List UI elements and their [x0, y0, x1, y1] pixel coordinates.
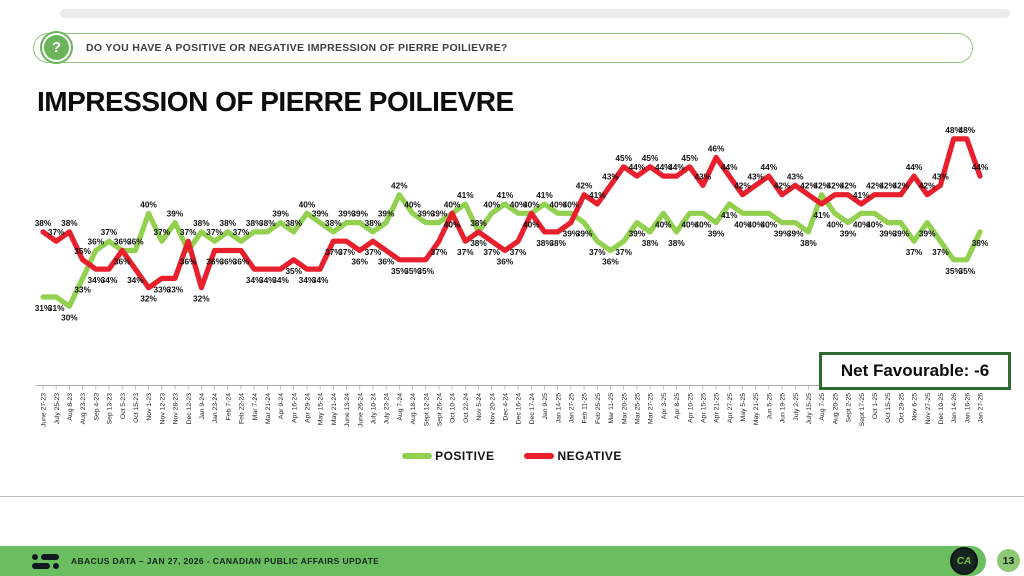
svg-text:38%: 38% [285, 217, 303, 228]
svg-text:43%: 43% [932, 171, 949, 182]
svg-text:43%: 43% [786, 171, 804, 182]
svg-text:42%: 42% [918, 180, 936, 191]
svg-text:35%: 35% [404, 265, 421, 276]
svg-text:June 13-24: June 13-24 [344, 393, 352, 428]
svg-text:38%: 38% [34, 217, 52, 228]
svg-text:May 21-24: May 21-24 [330, 393, 338, 426]
svg-text:44%: 44% [628, 162, 646, 173]
svg-text:34%: 34% [87, 275, 105, 286]
svg-text:42%: 42% [892, 180, 910, 191]
svg-text:37%: 37% [179, 227, 197, 238]
svg-text:44%: 44% [720, 162, 738, 173]
svg-text:Mar 27-25: Mar 27-25 [647, 393, 655, 424]
svg-text:Nov 28-23: Nov 28-23 [172, 393, 180, 425]
svg-text:40%: 40% [549, 199, 566, 210]
svg-text:Sept 2-25: Sept 2-25 [845, 393, 853, 423]
svg-text:Mar 11-25: Mar 11-25 [608, 393, 616, 424]
svg-text:48%: 48% [945, 124, 962, 135]
svg-text:39%: 39% [430, 208, 448, 219]
svg-text:May 15-24: May 15-24 [317, 393, 325, 426]
svg-text:Apr 27-25: Apr 27-25 [726, 393, 734, 423]
svg-text:36%: 36% [496, 256, 514, 267]
svg-text:42%: 42% [391, 180, 408, 191]
svg-text:38%: 38% [668, 237, 685, 248]
svg-text:41%: 41% [536, 190, 553, 200]
svg-text:Jun 5-25: Jun 5-25 [766, 393, 774, 420]
svg-text:Dec 12-23: Dec 12-23 [185, 393, 193, 425]
footer-bar [0, 546, 986, 576]
svg-text:44%: 44% [654, 162, 672, 173]
svg-text:42%: 42% [826, 180, 844, 191]
svg-text:36%: 36% [113, 256, 131, 267]
svg-text:39%: 39% [272, 208, 289, 219]
svg-text:Nov 20-24: Nov 20-24 [489, 392, 497, 425]
svg-text:34%: 34% [127, 275, 144, 286]
net-favourable-badge: Net Favourable: -6 [819, 352, 1011, 390]
abacus-data-logo-icon [32, 554, 59, 569]
svg-text:44%: 44% [971, 162, 989, 173]
svg-text:43%: 43% [747, 171, 764, 182]
svg-text:40%: 40% [140, 199, 157, 210]
svg-text:Aug 8-23: Aug 8-23 [66, 393, 74, 421]
svg-text:Jan 9-24: Jan 9-24 [198, 393, 206, 420]
svg-text:Jun 19-25: Jun 19-25 [779, 393, 787, 424]
svg-text:Jan 16-26: Jan 16-26 [964, 393, 972, 424]
svg-text:40%: 40% [826, 219, 844, 230]
svg-text:30%: 30% [61, 312, 78, 323]
svg-text:37%: 37% [615, 247, 632, 258]
ca-logo-badge: CA [950, 547, 978, 575]
svg-text:Apr 9-24: Apr 9-24 [278, 393, 286, 420]
svg-text:36%: 36% [351, 256, 369, 267]
svg-text:35%: 35% [945, 265, 962, 276]
svg-text:39%: 39% [879, 228, 896, 239]
svg-text:Aug 23-23: Aug 23-23 [80, 393, 88, 425]
svg-text:39%: 39% [562, 228, 580, 239]
svg-text:40%: 40% [443, 199, 461, 210]
svg-text:36%: 36% [602, 256, 619, 267]
svg-text:38%: 38% [259, 217, 276, 228]
svg-text:37%: 37% [430, 247, 448, 258]
svg-text:Dec 17-24: Dec 17-24 [528, 393, 536, 425]
svg-text:40%: 40% [760, 219, 778, 230]
svg-text:Sept 26-24: Sept 26-24 [436, 393, 444, 427]
svg-text:40%: 40% [522, 199, 540, 210]
svg-text:Jan 9-25: Jan 9-25 [542, 393, 550, 420]
svg-text:39%: 39% [575, 228, 593, 239]
svg-text:38%: 38% [536, 237, 553, 248]
svg-text:Sep 4-23: Sep 4-23 [93, 393, 101, 421]
svg-text:39%: 39% [892, 228, 910, 239]
svg-text:31%: 31% [34, 303, 52, 313]
svg-text:38%: 38% [800, 237, 817, 248]
svg-text:36%: 36% [113, 236, 131, 247]
svg-text:38%: 38% [325, 217, 342, 228]
svg-text:41%: 41% [457, 190, 474, 200]
svg-text:Apr 10-25: Apr 10-25 [687, 393, 695, 423]
svg-text:36%: 36% [179, 256, 197, 267]
svg-text:36%: 36% [232, 256, 250, 267]
svg-text:Nov 1-23: Nov 1-23 [146, 393, 154, 421]
svg-text:Mar 20-25: Mar 20-25 [621, 393, 629, 424]
svg-text:35%: 35% [958, 265, 976, 276]
svg-text:42%: 42% [773, 180, 791, 191]
svg-text:Oct 1-25: Oct 1-25 [872, 393, 880, 420]
svg-text:40%: 40% [747, 219, 764, 230]
svg-text:38%: 38% [641, 237, 659, 248]
svg-text:Jan 14-26: Jan 14-26 [951, 393, 959, 424]
svg-text:40%: 40% [654, 219, 672, 230]
svg-text:Oct 10-24: Oct 10-24 [449, 393, 457, 423]
legend-label-negative: NEGATIVE [557, 449, 622, 463]
svg-text:39%: 39% [918, 228, 936, 239]
svg-text:Oct 22-24: Oct 22-24 [462, 393, 470, 423]
svg-text:July 15-25: July 15-25 [806, 393, 814, 425]
svg-text:Apr 21-25: Apr 21-25 [713, 393, 721, 423]
svg-text:Aug 7-25: Aug 7-25 [819, 393, 827, 421]
footer-source-text: ABACUS DATA – JAN 27, 2026 - CANADIAN PUBLIC AFFAIRS UPDATE [71, 556, 380, 566]
svg-text:35%: 35% [391, 265, 408, 276]
svg-text:36%: 36% [206, 256, 223, 267]
svg-text:41%: 41% [852, 190, 870, 200]
svg-text:Aug 20-25: Aug 20-25 [832, 393, 840, 425]
svg-text:40%: 40% [852, 219, 870, 230]
svg-text:37%: 37% [905, 247, 923, 258]
svg-text:39%: 39% [338, 208, 355, 219]
svg-text:31%: 31% [47, 303, 65, 313]
svg-text:37%: 37% [206, 227, 223, 238]
svg-text:39%: 39% [786, 228, 804, 239]
svg-text:37%: 37% [338, 247, 355, 258]
svg-text:40%: 40% [443, 219, 461, 230]
svg-text:38%: 38% [193, 217, 210, 228]
page-title: IMPRESSION OF PIERRE POILIEVRE [37, 86, 514, 117]
svg-text:37%: 37% [588, 247, 606, 258]
svg-text:45%: 45% [641, 152, 659, 163]
svg-text:38%: 38% [364, 217, 382, 228]
svg-text:Apr 3-25: Apr 3-25 [660, 393, 668, 420]
svg-text:35%: 35% [417, 265, 435, 276]
svg-text:39%: 39% [707, 228, 725, 239]
svg-text:34%: 34% [100, 275, 118, 286]
svg-text:Apr 8-25: Apr 8-25 [674, 393, 682, 420]
svg-text:May 21-25: May 21-25 [753, 393, 761, 426]
svg-text:37%: 37% [364, 247, 382, 258]
svg-text:44%: 44% [905, 162, 923, 173]
svg-text:Oct 29-25: Oct 29-25 [898, 393, 906, 423]
svg-text:43%: 43% [694, 171, 712, 182]
svg-text:42%: 42% [813, 180, 830, 191]
svg-text:Jan 27-25: Jan 27-25 [568, 393, 576, 424]
svg-text:42%: 42% [879, 180, 896, 191]
svg-text:Oct 15-23: Oct 15-23 [132, 393, 140, 423]
svg-text:38%: 38% [61, 217, 78, 228]
svg-text:Feb 25-25: Feb 25-25 [594, 393, 602, 424]
svg-text:June 27-23: June 27-23 [40, 393, 48, 428]
svg-text:38%: 38% [470, 217, 487, 228]
svg-text:38%: 38% [219, 217, 237, 228]
svg-text:40%: 40% [509, 199, 527, 210]
svg-text:38%: 38% [245, 217, 263, 228]
svg-text:Jan 27-26: Jan 27-26 [977, 393, 985, 424]
page-number: 13 [997, 549, 1020, 572]
svg-text:34%: 34% [259, 275, 276, 286]
svg-text:40%: 40% [734, 219, 751, 230]
svg-text:45%: 45% [615, 152, 632, 163]
svg-text:Mar 7-24: Mar 7-24 [251, 393, 259, 421]
svg-text:Mar 21-24: Mar 21-24 [264, 393, 272, 424]
svg-text:40%: 40% [694, 219, 712, 230]
svg-text:39%: 39% [628, 228, 646, 239]
svg-text:36%: 36% [219, 256, 237, 267]
svg-text:Sept 12-24: Sept 12-24 [423, 393, 431, 427]
svg-text:34%: 34% [311, 275, 329, 286]
svg-text:35%: 35% [285, 265, 303, 276]
svg-text:41%: 41% [720, 210, 738, 220]
svg-text:45%: 45% [681, 152, 698, 163]
legend-label-positive: POSITIVE [435, 449, 495, 463]
svg-text:May 5-25: May 5-25 [740, 393, 748, 422]
svg-text:July 2-25: July 2-25 [792, 393, 800, 421]
svg-text:39%: 39% [351, 208, 369, 219]
svg-text:40%: 40% [562, 199, 580, 210]
svg-text:39%: 39% [311, 208, 329, 219]
svg-text:38%: 38% [971, 237, 989, 248]
svg-text:Jan 14-25: Jan 14-25 [555, 393, 563, 424]
svg-text:41%: 41% [588, 190, 606, 200]
svg-text:32%: 32% [193, 293, 210, 304]
svg-text:Nov 5-24: Nov 5-24 [476, 393, 484, 421]
svg-text:Feb 22-24: Feb 22-24 [238, 393, 246, 424]
svg-text:37%: 37% [47, 227, 65, 238]
footer-divider-line [0, 496, 1024, 497]
svg-text:July 23-24: July 23-24 [383, 393, 391, 425]
svg-text:Sep 13-23: Sep 13-23 [106, 393, 114, 425]
positive-line-swatch [402, 453, 432, 459]
svg-text:Nov 12-23: Nov 12-23 [159, 393, 167, 425]
svg-text:34%: 34% [272, 275, 289, 286]
svg-text:36%: 36% [377, 256, 395, 267]
svg-text:Apr 16-24: Apr 16-24 [291, 393, 299, 423]
x-axis-labels [41, 393, 985, 427]
svg-text:37%: 37% [100, 227, 118, 238]
svg-text:42%: 42% [866, 180, 883, 191]
svg-text:39%: 39% [773, 228, 791, 239]
svg-text:Apr 15-25: Apr 15-25 [700, 393, 708, 423]
question-mark-bubble-icon: ? [40, 31, 73, 64]
svg-text:Nov 6-25: Nov 6-25 [911, 393, 919, 421]
legend-item-positive [402, 449, 494, 463]
svg-text:42%: 42% [800, 180, 817, 191]
svg-text:Feb 11-25: Feb 11-25 [581, 393, 589, 424]
svg-text:32%: 32% [140, 293, 157, 304]
svg-text:40%: 40% [483, 199, 501, 210]
svg-text:40%: 40% [404, 199, 421, 210]
svg-text:Dec 4-24: Dec 4-24 [502, 393, 510, 421]
svg-text:33%: 33% [153, 284, 171, 295]
svg-text:48%: 48% [958, 124, 976, 135]
svg-text:38%: 38% [549, 237, 566, 248]
chart-legend [0, 449, 1024, 463]
svg-text:37%: 37% [509, 247, 527, 258]
svg-text:41%: 41% [813, 210, 830, 220]
svg-text:40%: 40% [522, 219, 540, 230]
svg-text:Apr 29-24: Apr 29-24 [304, 393, 312, 423]
svg-text:37%: 37% [232, 227, 250, 238]
svg-text:37%: 37% [483, 247, 501, 258]
svg-text:42%: 42% [734, 180, 751, 191]
svg-text:36%: 36% [127, 236, 144, 247]
svg-text:38%: 38% [470, 237, 487, 248]
svg-text:Aug 7-24: Aug 7-24 [396, 393, 404, 421]
svg-text:40%: 40% [681, 219, 698, 230]
svg-text:39%: 39% [377, 208, 395, 219]
svg-text:Jan 23-24: Jan 23-24 [212, 393, 220, 424]
svg-text:Feb 7-24: Feb 7-24 [225, 393, 233, 421]
svg-text:39%: 39% [417, 208, 435, 219]
svg-text:34%: 34% [298, 275, 316, 286]
svg-text:July 10-24: July 10-24 [370, 393, 378, 425]
svg-text:44%: 44% [760, 162, 778, 173]
legend-item-negative [524, 449, 621, 463]
svg-text:37%: 37% [153, 227, 171, 238]
svg-text:37%: 37% [932, 247, 949, 258]
svg-text:40%: 40% [298, 199, 316, 210]
svg-text:33%: 33% [166, 284, 184, 295]
negative-line-swatch [524, 453, 554, 459]
svg-text:37%: 37% [457, 247, 474, 258]
svg-text:Aug 18-24: Aug 18-24 [410, 393, 418, 425]
svg-text:Sept 17-25: Sept 17-25 [858, 393, 866, 427]
svg-text:36%: 36% [87, 236, 105, 247]
svg-text:39%: 39% [166, 208, 184, 219]
svg-text:Nov 27-25: Nov 27-25 [924, 393, 932, 425]
svg-text:43%: 43% [602, 171, 619, 182]
svg-text:37%: 37% [325, 247, 342, 258]
svg-text:June 26-24: June 26-24 [357, 393, 365, 428]
svg-text:46%: 46% [707, 143, 725, 154]
svg-text:42%: 42% [839, 180, 857, 191]
svg-text:44%: 44% [668, 162, 685, 173]
svg-text:Oct 5-23: Oct 5-23 [119, 393, 127, 420]
svg-text:35%: 35% [74, 245, 91, 256]
svg-text:41%: 41% [496, 190, 514, 200]
svg-text:Dec 16-24: Dec 16-24 [515, 393, 523, 425]
svg-text:Dec 10-25: Dec 10-25 [938, 393, 946, 425]
svg-text:Mar 25-25: Mar 25-25 [634, 393, 642, 424]
svg-text:40%: 40% [866, 219, 883, 230]
svg-text:33%: 33% [74, 284, 91, 295]
svg-text:42%: 42% [575, 180, 593, 191]
svg-text:July 25-23: July 25-23 [53, 393, 61, 425]
svg-text:34%: 34% [245, 275, 263, 286]
svg-text:Oct 15-25: Oct 15-25 [885, 393, 893, 423]
question-text: DO YOU HAVE A POSITIVE OR NEGATIVE IMPRESSION OF PIERRE POILIEVRE? [86, 42, 508, 54]
svg-text:39%: 39% [839, 228, 857, 239]
